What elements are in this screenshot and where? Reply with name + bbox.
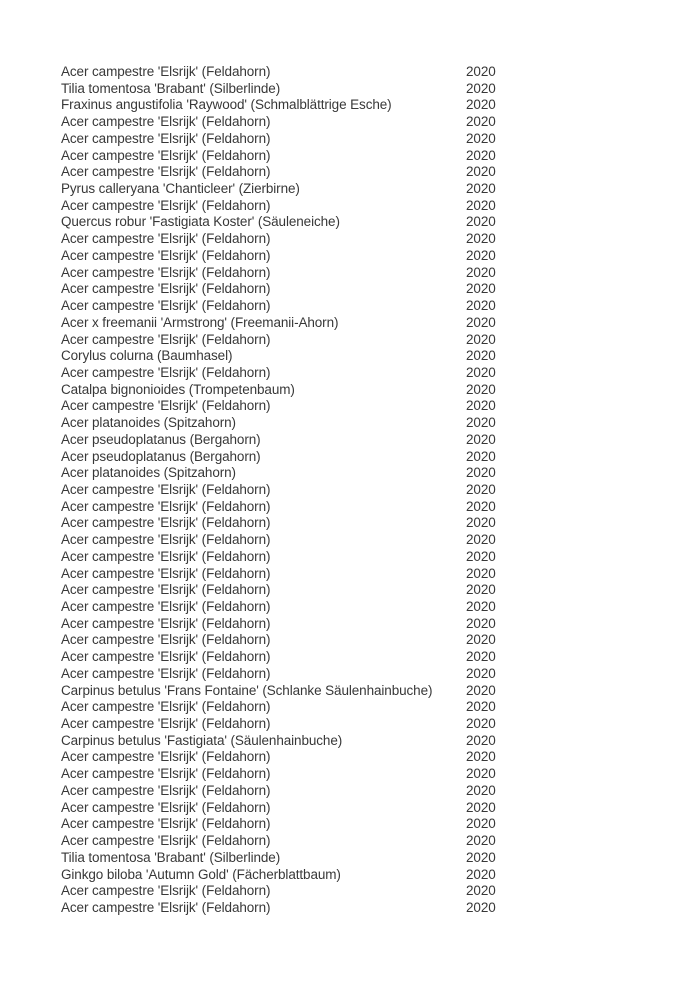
species-label: Acer x freemanii 'Armstrong' (Freemanii-Ahorn): [61, 314, 339, 330]
planting-year: 2020: [466, 97, 496, 113]
tree-row: [61, 867, 661, 884]
planting-year: 2020: [466, 348, 496, 364]
tree-row: [61, 365, 661, 382]
tree-row: [61, 816, 661, 833]
planting-year: 2020: [466, 833, 496, 849]
planting-year: 2020: [466, 481, 496, 497]
tree-row: [61, 114, 661, 131]
planting-year: 2020: [466, 64, 496, 79]
tree-row: [61, 315, 661, 332]
tree-row: [61, 800, 661, 817]
tree-row: [61, 214, 661, 231]
planting-year: 2020: [466, 364, 496, 380]
species-label: Acer campestre 'Elsrijk' (Feldahorn): [61, 231, 271, 247]
tree-row: [61, 265, 661, 282]
species-label: Acer campestre 'Elsrijk' (Feldahorn): [61, 532, 271, 548]
planting-year: 2020: [466, 130, 496, 146]
tree-row: [61, 164, 661, 181]
species-label: Tilia tomentosa 'Brabant' (Silberlinde): [61, 849, 281, 865]
species-label: Acer campestre 'Elsrijk' (Feldahorn): [61, 582, 271, 598]
planting-year: 2020: [466, 281, 496, 297]
tree-row: [61, 482, 661, 499]
tree-row: [61, 348, 661, 365]
planting-year: 2020: [466, 197, 496, 213]
tree-row: [61, 582, 661, 599]
species-label: Acer campestre 'Elsrijk' (Feldahorn): [61, 147, 271, 163]
species-label: Acer campestre 'Elsrijk' (Feldahorn): [61, 331, 271, 347]
planting-year: 2020: [466, 732, 496, 748]
planting-year: 2020: [466, 181, 496, 197]
species-label: Acer campestre 'Elsrijk' (Feldahorn): [61, 699, 271, 715]
planting-year: 2020: [466, 498, 496, 514]
planting-year: 2020: [466, 649, 496, 665]
species-label: Acer campestre 'Elsrijk' (Feldahorn): [61, 114, 271, 130]
tree-row: [61, 599, 661, 616]
planting-year: 2020: [466, 582, 496, 598]
tree-row: [61, 382, 661, 399]
tree-row: [61, 766, 661, 783]
species-label: Acer campestre 'Elsrijk' (Feldahorn): [61, 515, 271, 531]
planting-year: 2020: [466, 164, 496, 180]
tree-row: [61, 649, 661, 666]
species-label: Acer campestre 'Elsrijk' (Feldahorn): [61, 899, 271, 915]
tree-row: [61, 833, 661, 850]
species-label: Acer campestre 'Elsrijk' (Feldahorn): [61, 716, 271, 732]
species-label: Acer campestre 'Elsrijk' (Feldahorn): [61, 264, 271, 280]
species-label: Acer campestre 'Elsrijk' (Feldahorn): [61, 164, 271, 180]
tree-row: [61, 181, 661, 198]
planting-year: 2020: [466, 415, 496, 431]
tree-row: [61, 900, 661, 917]
planting-year: 2020: [466, 147, 496, 163]
species-label: Fraxinus angustifolia 'Raywood' (Schmalblättrige Esche): [61, 97, 392, 113]
tree-row: [61, 733, 661, 750]
species-label: Acer campestre 'Elsrijk' (Feldahorn): [61, 816, 271, 832]
species-label: Quercus robur 'Fastigiata Koster' (Säuleneiche): [61, 214, 340, 230]
species-label: Acer pseudoplatanus (Bergahorn): [61, 448, 261, 464]
tree-row: [61, 332, 661, 349]
species-label: Acer campestre 'Elsrijk' (Feldahorn): [61, 130, 271, 146]
species-label: Acer campestre 'Elsrijk' (Feldahorn): [61, 883, 271, 899]
tree-row: [61, 432, 661, 449]
species-label: Acer campestre 'Elsrijk' (Feldahorn): [61, 749, 271, 765]
tree-row: [61, 883, 661, 900]
planting-year: 2020: [466, 548, 496, 564]
species-label: Acer campestre 'Elsrijk' (Feldahorn): [61, 498, 271, 514]
tree-row: [61, 415, 661, 432]
tree-row: [61, 231, 661, 248]
tree-row: [61, 398, 661, 415]
species-label: Acer campestre 'Elsrijk' (Feldahorn): [61, 398, 271, 414]
tree-row: [61, 281, 661, 298]
species-label: Acer campestre 'Elsrijk' (Feldahorn): [61, 799, 271, 815]
planting-year: 2020: [466, 615, 496, 631]
species-label: Acer campestre 'Elsrijk' (Feldahorn): [61, 481, 271, 497]
tree-row: [61, 148, 661, 165]
species-label: Acer campestre 'Elsrijk' (Feldahorn): [61, 281, 271, 297]
planting-year: 2020: [466, 314, 496, 330]
tree-row: [61, 298, 661, 315]
species-label: Acer campestre 'Elsrijk' (Feldahorn): [61, 298, 271, 314]
species-label: Acer campestre 'Elsrijk' (Feldahorn): [61, 782, 271, 798]
tree-row: [61, 81, 661, 98]
planting-year: 2020: [466, 716, 496, 732]
species-label: Acer platanoides (Spitzahorn): [61, 415, 236, 431]
planting-year: 2020: [466, 766, 496, 782]
planting-year: 2020: [466, 899, 496, 915]
planting-year: 2020: [466, 247, 496, 263]
planting-year: 2020: [466, 331, 496, 347]
tree-row: [61, 248, 661, 265]
planting-year: 2020: [466, 214, 496, 230]
tree-row: [61, 616, 661, 633]
tree-row: [61, 97, 661, 114]
tree-row: [61, 699, 661, 716]
planting-year: 2020: [466, 849, 496, 865]
planting-year: 2020: [466, 883, 496, 899]
species-label: Acer campestre 'Elsrijk' (Feldahorn): [61, 665, 271, 681]
species-label: Acer campestre 'Elsrijk' (Feldahorn): [61, 364, 271, 380]
tree-row: [61, 549, 661, 566]
tree-row: [61, 449, 661, 466]
planting-year: 2020: [466, 465, 496, 481]
planting-year: 2020: [466, 80, 496, 96]
species-label: Carpinus betulus 'Frans Fontaine' (Schlanke Säulenhainbuche): [61, 682, 433, 698]
species-label: Acer campestre 'Elsrijk' (Feldahorn): [61, 615, 271, 631]
planting-year: 2020: [466, 699, 496, 715]
planting-year: 2020: [466, 231, 496, 247]
species-label: Acer pseudoplatanus (Bergahorn): [61, 431, 261, 447]
tree-row: [61, 465, 661, 482]
planting-year: 2020: [466, 298, 496, 314]
tree-row: [61, 666, 661, 683]
tree-row: [61, 716, 661, 733]
planting-year: 2020: [466, 665, 496, 681]
species-label: Acer campestre 'Elsrijk' (Feldahorn): [61, 766, 271, 782]
planting-year: 2020: [466, 264, 496, 280]
planting-year: 2020: [466, 749, 496, 765]
planting-year: 2020: [466, 816, 496, 832]
planting-year: 2020: [466, 381, 496, 397]
tree-row: [61, 64, 661, 81]
species-label: Acer campestre 'Elsrijk' (Feldahorn): [61, 632, 271, 648]
planting-year: 2020: [466, 682, 496, 698]
tree-list: [61, 64, 661, 917]
planting-year: 2020: [466, 398, 496, 414]
tree-row: [61, 783, 661, 800]
tree-row: [61, 632, 661, 649]
species-label: Acer campestre 'Elsrijk' (Feldahorn): [61, 197, 271, 213]
species-label: Acer platanoides (Spitzahorn): [61, 465, 236, 481]
species-label: Acer campestre 'Elsrijk' (Feldahorn): [61, 599, 271, 614]
species-label: Ginkgo biloba 'Autumn Gold' (Fächerblattbaum): [61, 866, 341, 882]
planting-year: 2020: [466, 632, 496, 648]
species-label: Acer campestre 'Elsrijk' (Feldahorn): [61, 548, 271, 564]
tree-row: [61, 566, 661, 583]
species-label: Catalpa bignonioides (Trompetenbaum): [61, 381, 295, 397]
planting-year: 2020: [466, 565, 496, 581]
planting-year: 2020: [466, 782, 496, 798]
species-label: Corylus colurna (Baumhasel): [61, 348, 233, 364]
tree-row: [61, 131, 661, 148]
planting-year: 2020: [466, 515, 496, 531]
species-label: Acer campestre 'Elsrijk' (Feldahorn): [61, 565, 271, 581]
planting-year: 2020: [466, 799, 496, 815]
species-label: Acer campestre 'Elsrijk' (Feldahorn): [61, 833, 271, 849]
tree-row: [61, 850, 661, 867]
species-label: Carpinus betulus 'Fastigiata' (Säulenhainbuche): [61, 732, 343, 748]
planting-year: 2020: [466, 448, 496, 464]
planting-year: 2020: [466, 532, 496, 548]
planting-year: 2020: [466, 599, 496, 614]
planting-year: 2020: [466, 431, 496, 447]
tree-row: [61, 198, 661, 215]
tree-row: [61, 499, 661, 516]
species-label: Pyrus calleryana 'Chanticleer' (Zierbirne): [61, 181, 300, 197]
planting-year: 2020: [466, 866, 496, 882]
species-label: Acer campestre 'Elsrijk' (Feldahorn): [61, 649, 271, 665]
tree-row: [61, 515, 661, 532]
species-label: Acer campestre 'Elsrijk' (Feldahorn): [61, 247, 271, 263]
species-label: Tilia tomentosa 'Brabant' (Silberlinde): [61, 80, 281, 96]
tree-row: [61, 749, 661, 766]
tree-row: [61, 532, 661, 549]
species-label: Acer campestre 'Elsrijk' (Feldahorn): [61, 64, 271, 79]
tree-row: [61, 683, 661, 700]
planting-year: 2020: [466, 114, 496, 130]
